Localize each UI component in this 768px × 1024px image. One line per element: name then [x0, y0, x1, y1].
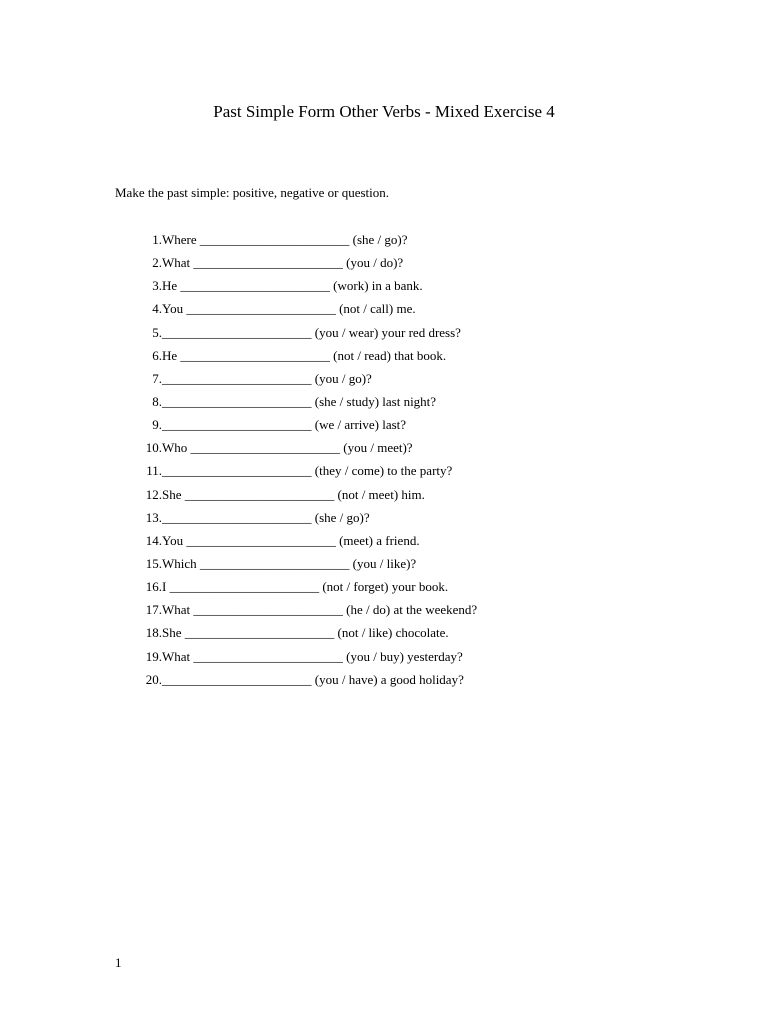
- exercise-item-20: [115, 670, 464, 693]
- item-text: She _______________________ (not / like) chocolate.: [162, 625, 449, 641]
- page-title: Past Simple Form Other Verbs - Mixed Exercise 4: [213, 102, 555, 121]
- item-text: _______________________ (she / go)?: [162, 509, 370, 525]
- item-number: 17.: [145, 602, 162, 618]
- item-number: 2.: [152, 255, 162, 271]
- exercise-item-4: [115, 299, 416, 322]
- item-text: _______________________ (you / wear) your red dress?: [162, 324, 461, 340]
- exercise-item-19: [115, 647, 463, 670]
- item-number: 18.: [145, 625, 162, 641]
- exercise-list: [115, 230, 478, 693]
- page-number: 1: [115, 955, 122, 970]
- item-text: He _______________________ (work) in a bank.: [162, 278, 423, 294]
- exercise-item-9: [115, 415, 407, 438]
- item-text: I _______________________ (not / forget) your book.: [162, 579, 449, 595]
- item-text: She _______________________ (not / meet) him.: [162, 486, 425, 502]
- exercise-item-14: [115, 531, 420, 554]
- item-text: _______________________ (you / go)?: [162, 370, 372, 386]
- item-number: 7.: [152, 370, 162, 386]
- exercise-item-10: [115, 438, 413, 461]
- item-number: 4.: [152, 301, 162, 317]
- exercise-item-8: [115, 392, 437, 415]
- exercise-item-2: [115, 253, 404, 276]
- item-number: 10.: [145, 440, 162, 456]
- item-text: _______________________ (they / come) to the party?: [162, 463, 453, 479]
- item-number: 14.: [145, 532, 162, 548]
- item-text: Which _______________________ (you / like)?: [162, 555, 417, 571]
- item-number: 13.: [145, 509, 162, 525]
- exercise-item-6: [115, 346, 447, 369]
- exercise-item-13: [115, 508, 370, 531]
- exercise-item-12: [115, 485, 425, 508]
- instructions-text: Make the past simple: positive, negative or question.: [115, 185, 390, 200]
- item-text: What _______________________ (you / buy) yesterday?: [162, 648, 463, 664]
- item-text: _______________________ (you / have) a good holiday?: [162, 671, 464, 687]
- item-text: _______________________ (she / study) last night?: [162, 393, 437, 409]
- item-number: 8.: [152, 393, 162, 409]
- item-number: 6.: [152, 347, 162, 363]
- item-text: You _______________________ (meet) a friend.: [162, 532, 420, 548]
- item-number: 20.: [145, 671, 162, 687]
- item-number: 3.: [152, 278, 162, 294]
- exercise-item-3: [115, 276, 423, 299]
- item-number: 15.: [145, 555, 162, 571]
- item-number: 16.: [145, 579, 162, 595]
- item-text: Where _______________________ (she / go)?: [162, 232, 408, 247]
- exercise-item-7: [115, 369, 372, 392]
- item-text: You _______________________ (not / call) me.: [162, 301, 416, 317]
- exercise-item-11: [115, 461, 453, 484]
- exercise-item-17: [115, 600, 478, 623]
- exercise-item-16: [115, 577, 449, 600]
- item-text: Who _______________________ (you / meet)?: [162, 440, 413, 456]
- item-text: _______________________ (we / arrive) last?: [162, 417, 407, 433]
- item-number: 1.: [152, 232, 162, 247]
- item-text: What _______________________ (you / do)?: [162, 255, 404, 271]
- exercise-item-15: [115, 554, 417, 577]
- item-number: 11.: [146, 463, 162, 479]
- item-number: 12.: [145, 486, 162, 502]
- item-text: What _______________________ (he / do) at the weekend?: [162, 602, 478, 618]
- item-number: 9.: [152, 417, 162, 433]
- item-text: He _______________________ (not / read) that book.: [162, 347, 447, 363]
- item-number: 19.: [145, 648, 162, 664]
- exercise-item-18: [115, 623, 449, 646]
- exercise-item-5: [115, 323, 461, 346]
- exercise-item-1: [115, 230, 408, 253]
- item-number: 5.: [152, 324, 162, 340]
